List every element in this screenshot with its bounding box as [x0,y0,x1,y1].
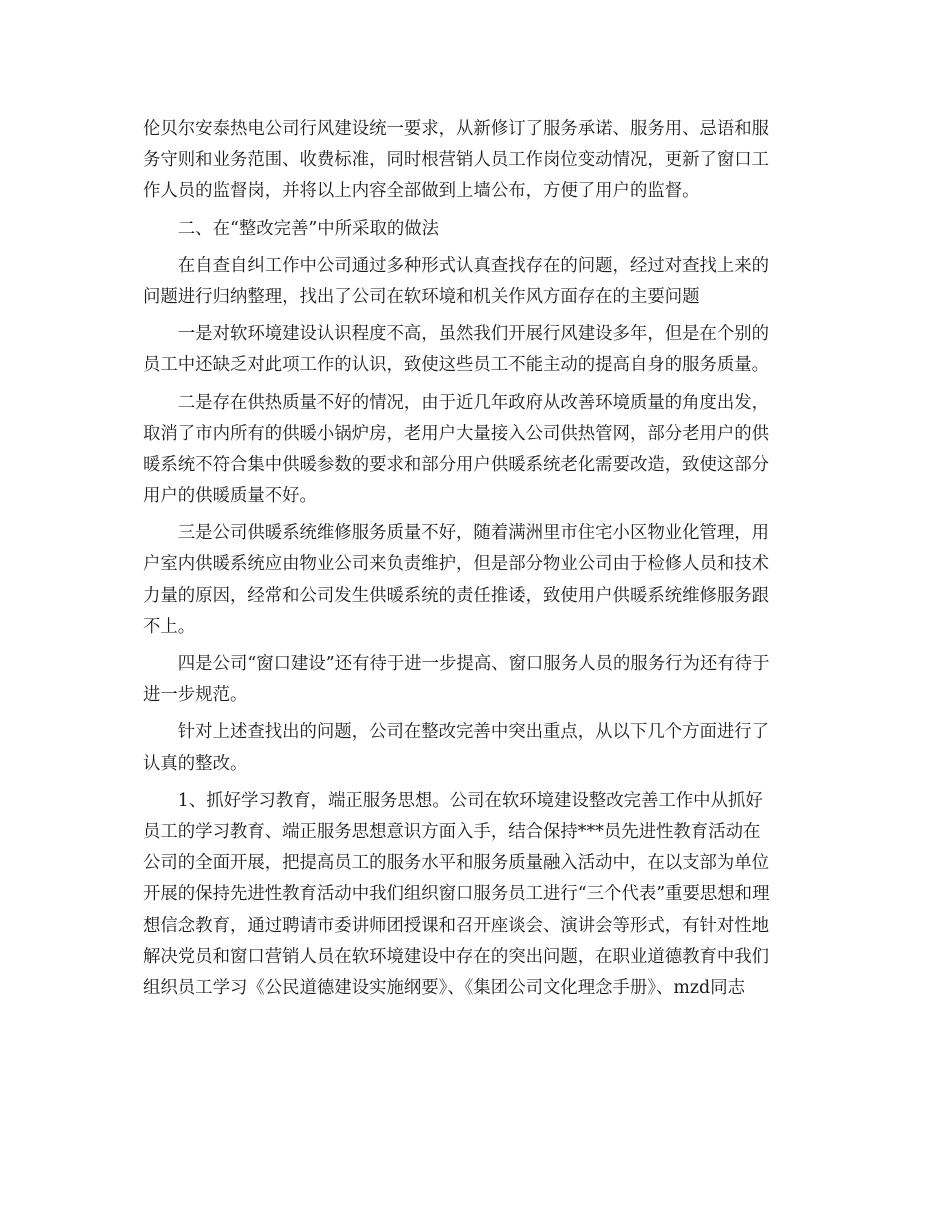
text-line: 员工的学习教育、端正服务思想意识方面入手，结合保持***员先进性教育活动在 [143,821,761,842]
text-line: 用户的供暖质量不好。 [143,486,317,507]
text-line: 一是对软环境建设认识程度不高，虽然我们开展行风建设多年，但是在个别的 [143,324,770,345]
text-line: 不上。 [143,616,196,637]
text-line: 户室内供暖系统应由物业公司来负责维护，但是部分物业公司由于检修人员和技术 [143,554,770,575]
text-line: 暖系统不符合集中供暖参数的要求和部分用户供暖系统老化需要改造，致使这部分 [143,454,770,475]
text-line: 解决党员和窗口营销人员在软环境建设中存在的突出问题，在职业道德教育中我们 [143,946,770,967]
text-line: 三是公司供暖系统维修服务质量不好，随着满洲里市住宅小区物业化管理，用 [143,523,770,544]
document-body [143,114,818,1004]
text-line: 力量的原因，经常和公司发生供暖系统的责任推诿，致使用户供暖系统维修服务跟 [143,585,770,606]
text-line: 二是存在供热质量不好的情况，由于近几年政府从改善环境质量的角度出发， [143,392,770,413]
text-line: 员工中还缺乏对此项工作的认识，致使这些员工不能主动的提高自身的服务质量。 [143,355,770,376]
text-line: 四是公司“窗口建设”还有待于进一步提高、窗口服务人员的服务行为还有待于 [143,654,770,674]
text-line: 1、抓好学习教育，端正服务思想。公司在软环境建设整改完善工作中从抓好 [143,790,763,811]
text-line: 作人员的监督岗，并将以上内容全部做到上墙公布，方便了用户的监督。 [143,181,700,202]
text-line: 组织员工学习《公民道德建设实施纲要》、《集团公司文化理念手册》、mzd同志 [143,977,745,998]
text-line: 开展的保持先进性教育活动中我们组织窗口服务员工进行“三个代表”重要思想和理 [143,884,770,905]
text-line: 务守则和业务范围、收费标准，同时根营销人员工作岗位变动情况，更新了窗口工 [143,150,770,171]
text-line: 问题进行归纳整理，找出了公司在软环境和机关作风方面存在的主要问题 [143,286,700,307]
text-line: 伦贝尔安泰热电公司行风建设统一要求，从新修订了服务承诺、服务用、忌语和服 [143,119,770,139]
text-line: 在自查自纠工作中公司通过多种形式认真查找存在的问题，经过对查找上来的 [143,255,770,276]
text-line: 二、在“整改完善”中所采取的做法 [143,218,440,239]
text-line: 进一步规范。 [143,685,248,706]
text-line: 公司的全面开展，把提高员工的服务水平和服务质量融入活动中，在以支部为单位 [143,853,770,874]
text-line: 取消了市内所有的供暖小锅炉房，老用户大量接入公司供热管网，部分老用户的供 [143,423,770,444]
text-line: 针对上述查找出的问题，公司在整改完善中突出重点，从以下几个方面进行了 [143,722,770,743]
text-line: 认真的整改。 [143,753,248,774]
text-line: 想信念教育，通过聘请市委讲师团授课和召开座谈会、演讲会等形式，有针对性地 [143,915,770,936]
